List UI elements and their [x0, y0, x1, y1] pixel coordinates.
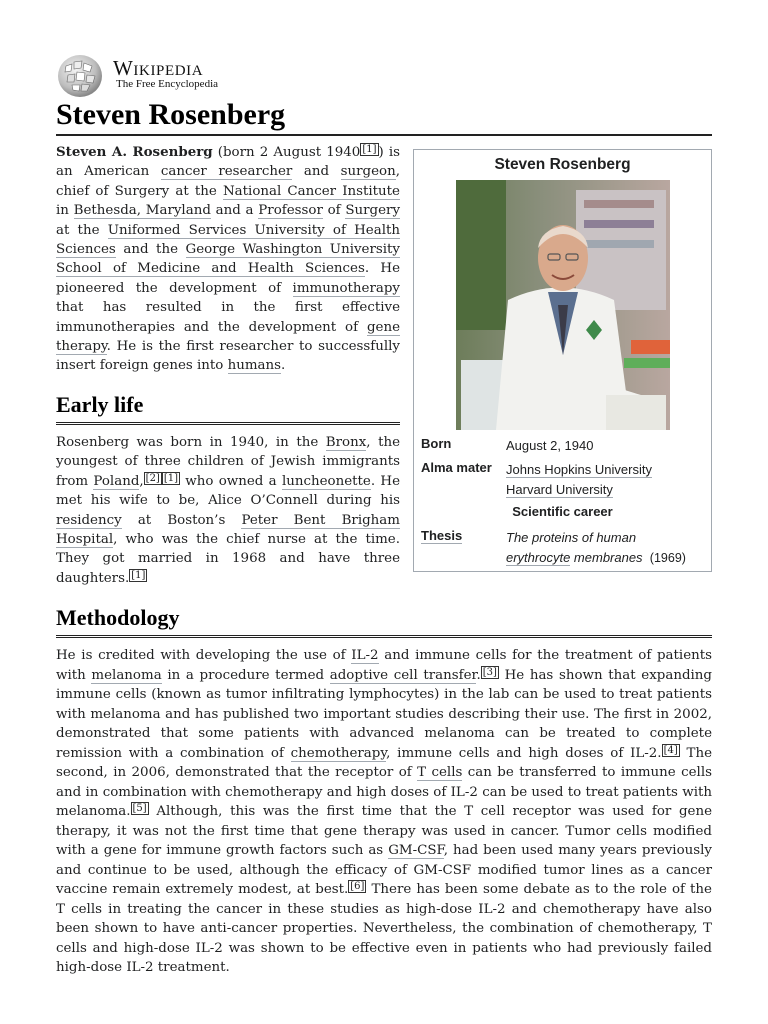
body-text: , immune cells and high doses of IL-2.: [386, 745, 662, 761]
body-text: . He is the first researcher to successfully insert foreign genes into: [56, 339, 400, 374]
wiki-link[interactable]: surgeon: [340, 164, 396, 180]
body-text: (born 2 August 1940: [212, 145, 361, 160]
body-text: in a procedure termed: [161, 667, 330, 683]
citation-ref[interactable]: [129, 569, 147, 582]
born-value: August 2, 1940: [506, 438, 594, 453]
lead-paragraph: [56, 143, 400, 376]
body-text: , the youngest of three children of Jewish immigrants from: [56, 435, 400, 489]
wiki-link[interactable]: Surgery: [345, 203, 401, 219]
wiki-link[interactable]: luncheonette: [281, 473, 371, 489]
bold-text: Steven A. Rosenberg: [56, 144, 213, 160]
body-text: . He pioneered the development of: [56, 261, 400, 296]
wiki-link[interactable]: Peter Bent Brigham Hospital: [56, 512, 400, 548]
thesis-label[interactable]: [421, 528, 501, 543]
wiki-link[interactable]: Poland: [93, 473, 140, 489]
wordmark: Wikipedia: [113, 56, 204, 80]
thesis-text: The proteins of human: [506, 530, 637, 545]
page-title: Steven Rosenberg: [56, 96, 712, 136]
body-text: and a: [210, 203, 259, 219]
body-text: .: [476, 667, 481, 683]
body-text: The second, in 2006, demonstrated that the receptor of: [56, 745, 712, 780]
citation-ref[interactable]: [144, 472, 162, 485]
wiki-link[interactable]: Bethesda, Maryland: [73, 203, 211, 219]
body-text: and immune cells for the treatment of patients with: [56, 648, 712, 683]
citation-text[interactable]: [1]: [362, 144, 377, 155]
body-text: , who was the chief nurse at the time. They got married in 1968 and have three daughters.: [56, 532, 400, 586]
wiki-link[interactable]: immunotherapy: [292, 280, 400, 296]
citation-text[interactable]: [5]: [132, 803, 147, 814]
wikipedia-logo[interactable]: [56, 52, 256, 98]
body-text: at the: [56, 222, 108, 238]
body-text: He has shown that expanding immune cells (known as tumor infiltrating lymphocytes) in the lab can be used to treat patients with melanoma and has published two important studies describing their use. The first in 2002, demonstrated that some patients with advanced melanoma can be treated to complete remission with a combination of: [56, 667, 712, 761]
body-text: at Boston’s: [121, 512, 242, 528]
wiki-link[interactable]: adoptive cell transfer: [329, 667, 477, 683]
citation-ref[interactable]: [162, 472, 180, 485]
portrait-photo[interactable]: [456, 180, 670, 430]
early-life-paragraph: [56, 433, 400, 588]
citation-text[interactable]: [1]: [131, 569, 146, 581]
body-text: ) is an American: [56, 145, 400, 180]
section-heading-methodology: Methodology: [56, 604, 712, 638]
body-text: can be transferred to immune cells and in combination with chemotherapy and high doses of IL-2 can be used to treat patients with melanoma.: [56, 765, 712, 819]
citation-ref[interactable]: [131, 802, 149, 815]
citation-ref[interactable]: [481, 666, 499, 679]
erythrocyte-link[interactable]: erythrocyte: [506, 550, 571, 565]
wiki-link[interactable]: T cells: [417, 765, 463, 780]
body-text: of: [322, 203, 346, 219]
methodology-paragraph: [56, 646, 712, 978]
citation-text[interactable]: [1]: [163, 472, 179, 484]
thesis-label-link[interactable]: Thesis: [421, 528, 463, 543]
thesis-value: [506, 528, 706, 568]
alma-mater-values: [506, 460, 706, 500]
scientific-career-heading: Scientific career: [512, 504, 613, 519]
alma-mater-link[interactable]: Harvard University: [506, 482, 613, 497]
body-text: He is credited with developing the use of: [56, 648, 352, 663]
wiki-link[interactable]: GM-CSF: [388, 843, 444, 858]
citation-text[interactable]: [4]: [663, 744, 678, 756]
thesis-text-end: membranes: [570, 550, 643, 565]
wiki-link[interactable]: chemotherapy: [290, 745, 387, 761]
wiki-link[interactable]: George Washington University School of Medicine and Health Sciences: [56, 242, 400, 277]
wiki-link[interactable]: cancer researcher: [160, 164, 293, 180]
tagline: The Free Encyclopedia: [116, 78, 219, 90]
wiki-link[interactable]: Bronx: [325, 435, 367, 450]
born-label: Born: [421, 436, 452, 451]
body-text: .: [281, 358, 286, 374]
wiki-link[interactable]: Professor: [258, 203, 323, 219]
wiki-link[interactable]: gene therapy: [56, 319, 400, 355]
body-text: that has resulted in the first effective immunotherapies and the development of: [56, 300, 400, 335]
body-text: in: [56, 203, 74, 219]
wiki-link[interactable]: National Cancer Institute: [222, 183, 400, 199]
body-text: Rosenberg was born in 1940, in the: [56, 435, 326, 450]
citation-text[interactable]: [2]: [145, 472, 160, 484]
body-text: and: [292, 164, 341, 180]
body-text: There has been some debate as to the role of the T cells in treating the cancer in these studies as high-dose IL-2 and chemotherapy have also been shown to have anti-cancer properties. Nevertheless, the combination of chemotherapy, T cells and high-dose IL-2 was shown to be effective even in patients who had previously failed high-dose IL-2 treatment.: [56, 882, 712, 975]
citation-ref[interactable]: [348, 880, 366, 893]
body-text: . He met his wife to be, Alice O’Connell during his: [56, 473, 400, 509]
wiki-link[interactable]: residency: [56, 512, 122, 528]
wikipedia-globe-icon: [56, 54, 104, 98]
thesis-year: (1969): [649, 551, 686, 565]
body-text: , had been used many years previously and continue to be used, although the efficacy of GM-CSF modified tumor lines as a cancer vaccine remain extremely modest, at best.: [56, 843, 712, 897]
wiki-link[interactable]: humans: [227, 358, 282, 374]
wiki-link[interactable]: IL-2: [351, 648, 379, 663]
alma-mater-label: Alma mater: [421, 460, 492, 475]
body-text: Although, this was the first time that the T cell receptor was used for gene therapy, it was not the first time that gene therapy was used in cancer. Tumor cells modified with a gene for immune growth factors such as: [56, 804, 712, 858]
infobox-title: Steven Rosenberg: [494, 156, 631, 173]
body-text: and the: [115, 242, 186, 258]
citation-ref[interactable]: [662, 744, 680, 757]
body-text: , chief of Surgery at the: [56, 164, 400, 199]
wiki-link[interactable]: Uniformed Services University of Health Sciences: [56, 222, 400, 258]
body-text: who owned a: [180, 473, 282, 489]
alma-mater-link[interactable]: Johns Hopkins University: [506, 462, 652, 477]
infobox: [413, 149, 712, 572]
citation-text[interactable]: [3]: [482, 666, 497, 678]
citation-text[interactable]: [6]: [350, 881, 365, 892]
body-text: ,: [139, 473, 144, 489]
section-heading-early-life: Early life: [56, 391, 400, 425]
citation-ref[interactable]: [360, 143, 378, 156]
wiki-link[interactable]: melanoma: [91, 667, 162, 683]
